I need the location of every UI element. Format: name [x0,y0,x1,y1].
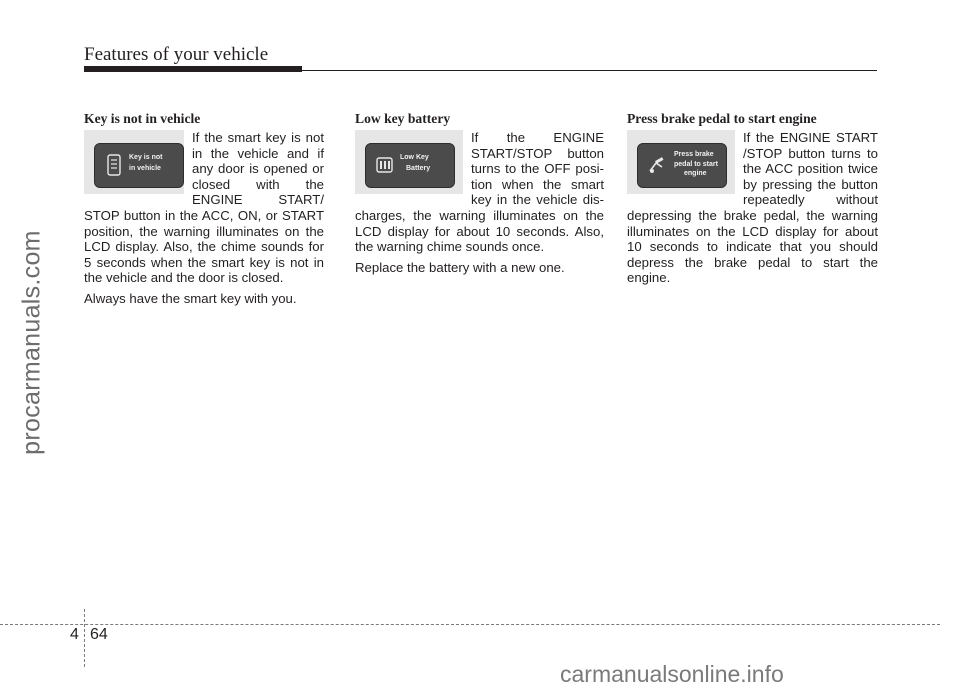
body-paragraph: Always have the smart key with you. [84,290,297,306]
header-rule [84,70,877,71]
lcd-screen [365,143,455,188]
lcd-text [400,152,452,174]
side-watermark: procarmanuals.com [17,230,46,455]
smart-key-icon [105,153,123,177]
section-low-key-battery [355,111,604,280]
lcd-line: Low Key [400,154,429,161]
body-paragraph: Replace the battery with a new one. [355,259,565,275]
body-paragraph: If the smart key is not in the vehicle and if any door is opened or closed with the ENGINE START/ STOP button in the ACC, ON, or START position, the warning illuminates on the LCD display. Also, the chime sounds for 5 seconds when the smart key is not in the vehicle and the door is closed. [84,130,324,286]
page-number: 64 [90,626,108,643]
section-heading: Low key battery [355,111,451,126]
lcd-screen [637,143,727,188]
lcd-screen [94,143,184,188]
bottom-watermark: carmanualsonline.info [560,661,784,687]
lcd-line: Press brake [674,151,714,158]
chapter-number: 4 [70,626,79,643]
section-key-not-in-vehicle [84,111,324,312]
lcd-line: Key is not [129,154,163,161]
lcd-line: pedal to start [674,160,718,168]
lcd-warning-figure [355,130,463,196]
lcd-line: in vehicle [129,165,161,172]
section-heading: Key is not in vehicle [84,111,201,126]
lcd-warning-figure [627,130,735,196]
body-paragraph: If the ENGINE START/STOP button turns to the OFF posi- tion when the smart key in the vehicle dis- charges, the warning illuminates on the LCD display for about 10 seconds. Also, the warning chime sounds once. [355,130,604,255]
page-header-title: Features of your vehicle [84,44,269,65]
header-bar [84,66,302,72]
lcd-line: engine [684,170,707,177]
footer-divider [84,609,85,667]
lcd-text [674,150,726,179]
battery-icon [376,153,394,177]
lcd-warning-figure [84,130,184,196]
body-paragraph: If the ENGINE START /STOP button turns to the ACC position twice by pressing the button repeatedly without depressing the brake pedal, the warning illuminates on the LCD display for about 10 seconds to indicate that you should depress the brake pedal to start the engine. [627,130,878,286]
footer-rule [0,624,940,625]
section-press-brake-pedal [627,111,878,291]
lcd-text [129,152,181,174]
brake-pedal-icon [646,153,668,177]
section-heading: Press brake pedal to start engine [627,111,817,126]
lcd-line: Battery [406,165,431,172]
